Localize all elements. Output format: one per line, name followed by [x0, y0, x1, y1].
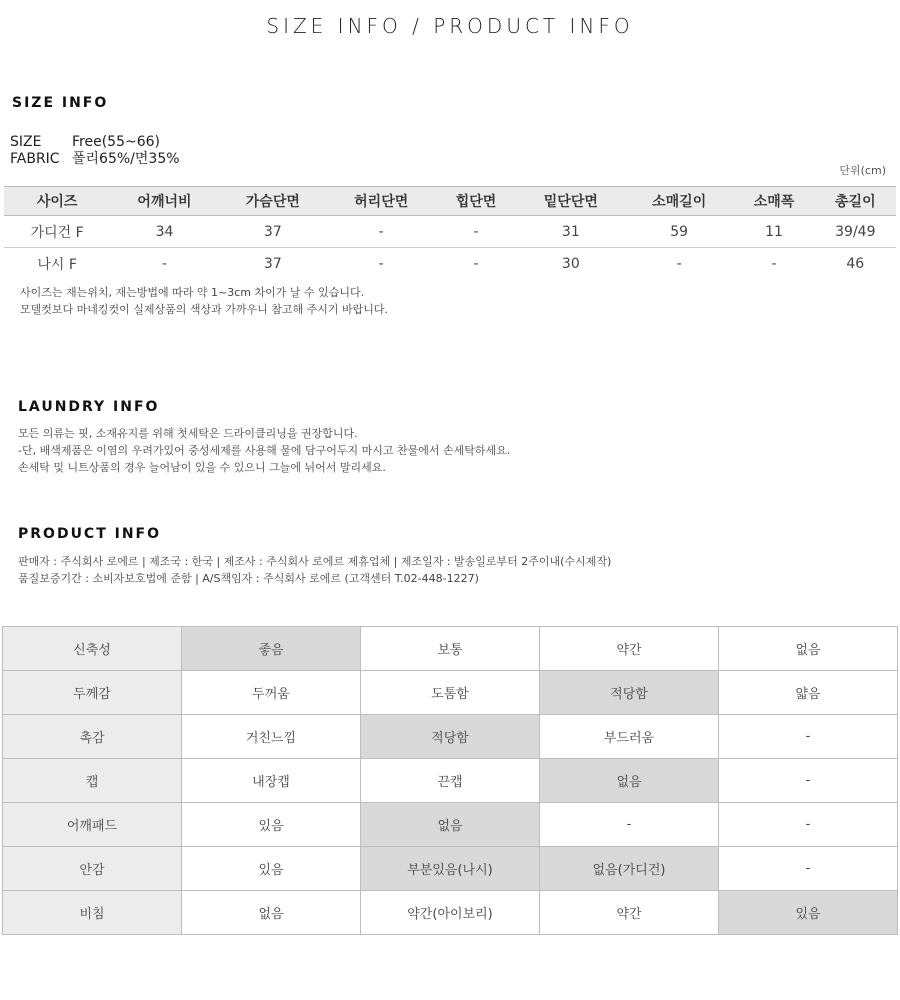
laundry-line: -단, 배색제품은 이염의 우려가있어 중성세제를 사용해 물에 담구어두지 마시고 찬물에서 손세탁하세요. — [18, 444, 511, 457]
size-cell: - — [327, 216, 435, 248]
attribute-option: 도톰함 — [361, 671, 540, 715]
size-header-cell: 사이즈 — [4, 187, 110, 216]
size-header-cell: 밑단단면 — [517, 187, 625, 216]
size-cell: 59 — [625, 216, 733, 248]
attribute-option-selected: 없음 — [361, 803, 540, 847]
attribute-option-selected: 부분있음(나시) — [361, 847, 540, 891]
table-row — [4, 216, 896, 248]
product-line: 판매자 : 주식회사 로에르 | 제조국 : 한국 | 제조사 : 주식회사 로에르 제휴업체 | 제조일자 : 발송일로부터 2주이내(수시제작) — [18, 555, 612, 568]
size-cell: - — [378, 255, 384, 272]
attribute-label: 촉감 — [3, 715, 182, 759]
size-cell: - — [676, 255, 682, 272]
attribute-option: 얇음 — [719, 671, 898, 715]
size-cell: - — [473, 255, 479, 272]
attribute-option: 없음 — [182, 891, 361, 935]
table-row — [4, 248, 896, 280]
attribute-option: 있음 — [182, 803, 361, 847]
size-header-cell: 가슴단면 — [219, 187, 327, 216]
size-notes — [20, 284, 388, 318]
attribute-option: - — [719, 847, 898, 891]
attribute-row — [3, 715, 898, 759]
attribute-option: 약간 — [540, 627, 719, 671]
size-cell: - — [435, 216, 516, 248]
product-line: 품질보증기간 : 소비자보호법에 준함 | A/S책임자 : 주식회사 로에르 (고객센터 T.02-448-1227) — [18, 572, 479, 585]
size-cell: - — [161, 255, 167, 272]
attribute-label: 캡 — [3, 759, 182, 803]
attribute-row — [3, 847, 898, 891]
attribute-option-selected: 좋음 — [182, 627, 361, 671]
attribute-label: 비침 — [3, 891, 182, 935]
size-value: Free(55~66) — [72, 134, 160, 150]
size-cell: 가디건 F — [4, 216, 110, 248]
attribute-option-selected: 있음 — [719, 891, 898, 935]
laundry-line: 모든 의류는 핏, 소재유지를 위해 첫세탁은 드라이클리닝을 권장합니다. — [18, 427, 358, 440]
size-header-cell: 어깨너비 — [110, 187, 218, 216]
size-cell: 39/49 — [815, 216, 896, 248]
attribute-option: - — [719, 715, 898, 759]
size-cell: 나시 F — [37, 256, 77, 273]
size-cell: 30 — [561, 255, 580, 272]
size-cell: 46 — [846, 255, 865, 272]
size-cell: - — [771, 255, 777, 272]
attribute-option-selected: 없음 — [540, 759, 719, 803]
page-title: SIZE INFO / PRODUCT INFO — [266, 14, 634, 38]
attribute-row — [3, 671, 898, 715]
size-header-cell: 허리단면 — [327, 187, 435, 216]
size-note: 사이즈는 재는위치, 재는방법에 따라 약 1~3cm 차이가 날 수 있습니다. — [20, 286, 365, 299]
attribute-label: 어깨패드 — [3, 803, 182, 847]
unit-label: 단위(cm) — [839, 164, 886, 177]
attribute-option: 두꺼움 — [182, 671, 361, 715]
size-cell: 11 — [733, 216, 814, 248]
size-key: SIZE — [10, 134, 42, 150]
laundry-info-heading: LAUNDRY INFO — [18, 399, 160, 415]
attribute-option: 없음 — [719, 627, 898, 671]
size-header-cell: 힙단면 — [435, 187, 516, 216]
fabric-value: 폴리65%/면35% — [72, 151, 180, 167]
attribute-option-selected: 없음(가디건) — [540, 847, 719, 891]
attribute-option: 내장캡 — [182, 759, 361, 803]
size-cell: 37 — [219, 216, 327, 248]
attribute-row — [3, 627, 898, 671]
attribute-row — [3, 803, 898, 847]
spec-block — [10, 134, 180, 168]
attribute-option: - — [719, 803, 898, 847]
product-attribute-table — [2, 626, 898, 935]
size-row — [10, 134, 180, 151]
fabric-key: FABRIC — [10, 151, 60, 167]
product-notes — [18, 553, 611, 587]
size-table — [4, 186, 896, 279]
attribute-option: - — [540, 803, 719, 847]
laundry-line: 손세탁 및 니트상품의 경우 늘어남이 있을 수 있으니 그늘에 뉘어서 말리세요. — [18, 461, 386, 474]
attribute-label: 신축성 — [3, 627, 182, 671]
attribute-option: 약간 — [540, 891, 719, 935]
attribute-option: 약간(아이보리) — [361, 891, 540, 935]
attribute-option: 부드러움 — [540, 715, 719, 759]
size-header-cell: 소매길이 — [625, 187, 733, 216]
laundry-notes — [18, 425, 510, 476]
attribute-option: 거친느낌 — [182, 715, 361, 759]
size-cell: 31 — [517, 216, 625, 248]
attribute-row — [3, 759, 898, 803]
attribute-option: 있음 — [182, 847, 361, 891]
attribute-row — [3, 891, 898, 935]
product-info-heading: PRODUCT INFO — [18, 526, 162, 542]
size-note: 모델컷보다 마네킹컷이 실제상품의 색상과 가까우니 참고해 주시기 바랍니다. — [20, 303, 389, 316]
size-cell: 34 — [110, 216, 218, 248]
attribute-label: 두께감 — [3, 671, 182, 715]
size-header-cell: 총길이 — [815, 187, 896, 216]
size-info-heading: SIZE INFO — [12, 95, 109, 111]
attribute-option-selected: 적당함 — [540, 671, 719, 715]
size-table-header-row — [4, 187, 896, 216]
attribute-option-selected: 적당함 — [361, 715, 540, 759]
attribute-option: 보통 — [361, 627, 540, 671]
size-header-cell: 소매폭 — [733, 187, 814, 216]
attribute-label: 안감 — [3, 847, 182, 891]
attribute-option: - — [719, 759, 898, 803]
size-cell: 37 — [263, 255, 282, 272]
fabric-row — [10, 151, 180, 168]
attribute-option: 끈캡 — [361, 759, 540, 803]
